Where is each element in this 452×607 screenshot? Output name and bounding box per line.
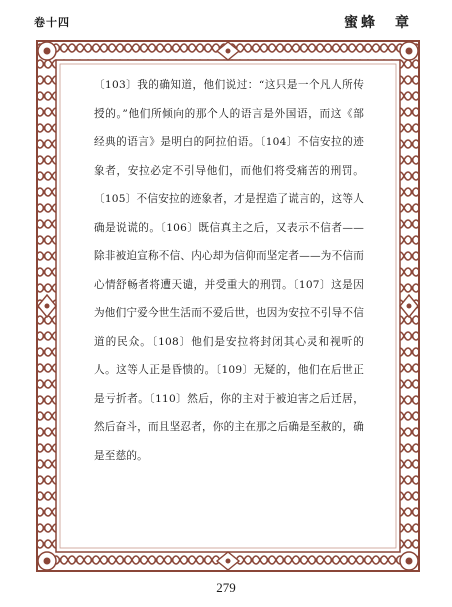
chapter-label: 卷十四 xyxy=(34,16,70,29)
verses-103-110: 〔103〕我的确知道，他们说过：“这只是一个凡人所传授的。”他们所倾向的那个人的语言是外国语，而这《部经典的语言》是明白的阿拉伯语。〔104〕不信安拉的迹象者，安拉必定不引导他们，而他们将受痛苦的刑罚。〔105〕不信安拉的迹象者，才是捏造了谎言的，这等人确是说谎的。〔106〕既信真主之后，又表示不信者——除非被迫宣称不信、内心却为信仰而坚定者——为不信而心情舒畅者将遭天谴，并受重大的刑罚。〔107〕这是因为他们宁爱今世生活而不爱后世，也因为安拉不引导不信道的民众。〔108〕他们是安拉将封闭其心灵和视听的人。这等人正是昏愦的。〔109〕无疑的，他们在后世正是亏折者。〔110〕然后，你的主对于被迫害之后迁居，然后奋斗，而且坚忍者，你的主在那之后确是至赦的，确是至慈的。 xyxy=(94,79,364,462)
page-number: 279 xyxy=(216,580,236,595)
page-body xyxy=(94,71,364,470)
surah-title: 蜜蜂 章 xyxy=(344,15,412,31)
running-header xyxy=(0,14,452,36)
